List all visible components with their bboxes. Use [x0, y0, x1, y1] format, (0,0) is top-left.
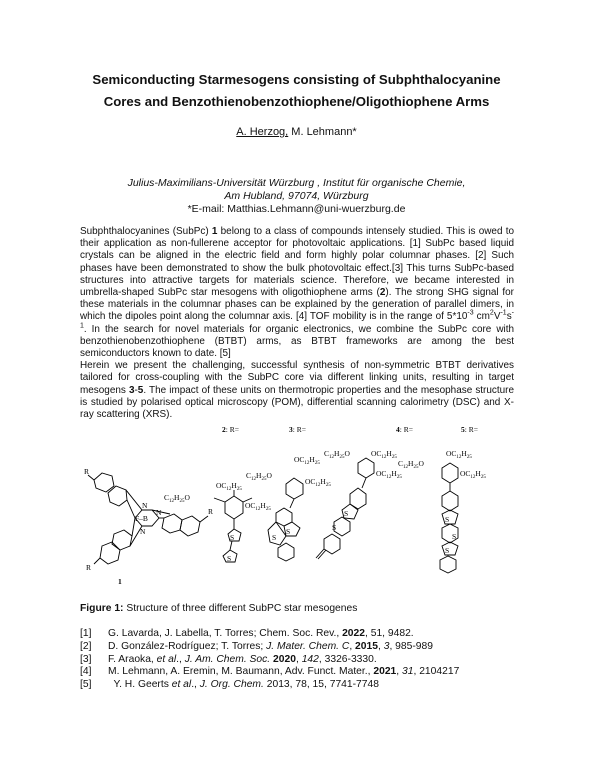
paper-title	[40, 69, 553, 112]
t: H	[174, 493, 180, 502]
t: 25	[391, 455, 397, 460]
authors	[0, 126, 593, 138]
t: OC	[376, 469, 387, 478]
title-line-2: Cores and Benzothienobenzothiophene/Oligothiophene Arms	[103, 93, 490, 109]
reference-fragment: .,	[176, 653, 185, 665]
reference-number: [5]	[80, 679, 92, 691]
label-s: S	[452, 532, 457, 541]
label-s: S	[227, 554, 232, 563]
text: ). The strong SHG signal for these materials in the columnar phases can be explained by the generation of parallel dimers, in which the dipoles point along the columnar axis. [4] TOF mobility is in the range of 5*10	[80, 287, 514, 323]
label-r: R	[84, 467, 90, 476]
reference-item	[80, 679, 530, 692]
label-number: 3	[289, 425, 293, 434]
reference-fragment: ,	[295, 653, 302, 665]
caption-text: Structure of three different SubPC star mesogenes	[123, 603, 358, 614]
t: 25	[466, 455, 472, 460]
t: O	[418, 459, 424, 468]
chain-label	[216, 481, 242, 492]
label-s: S	[445, 546, 450, 555]
t: 12	[470, 475, 476, 480]
t: O	[184, 493, 190, 502]
t: OC	[216, 481, 227, 490]
t: 12	[226, 487, 232, 492]
t: 12	[386, 475, 392, 480]
reference-fragment: J. Mater. Chem. C	[266, 640, 350, 652]
text: Herein we present the challenging, successful synthesis of non-symmetric BTBT derivatives tailored for cross-coupling with the SubPC core via different linking units, resulting in target mesogens	[80, 360, 514, 396]
reference-item	[80, 628, 530, 641]
affiliation-line-1: Julius-Maximilians-Universität Würzburg , Institut für organische Chemie,	[127, 177, 466, 189]
figure-structures	[80, 418, 514, 596]
text: . The impact of these units on thermotropic properties and the mesophase structure is studied by polarised optical microscopy (POM), differential scanning calorimetry (DSC) and X-ray scattering (XRS).	[80, 384, 514, 421]
chain-label	[324, 449, 350, 460]
reference-fragment: .,	[191, 679, 200, 691]
t: H	[391, 469, 397, 478]
compound-number: 3	[128, 384, 135, 396]
t: 25	[265, 507, 271, 512]
label-s: S	[445, 515, 450, 524]
label-text: : R=	[225, 425, 239, 434]
t: 12	[169, 499, 175, 504]
reference-fragment: 3	[383, 640, 390, 652]
chain-label	[376, 469, 402, 480]
label-text: : R=	[292, 425, 306, 434]
reference-fragment: ,	[377, 640, 384, 652]
t: 25	[325, 483, 331, 488]
t: OC	[294, 455, 305, 464]
reference-list	[80, 628, 530, 692]
reference-number: [2]	[80, 640, 92, 652]
t: 25	[236, 487, 242, 492]
chain-label	[246, 471, 272, 482]
t: C	[246, 471, 252, 480]
t: 12	[329, 455, 335, 460]
label-s: S	[272, 533, 277, 542]
reference-text	[108, 654, 377, 667]
reference-item	[80, 666, 530, 679]
label-compound-3	[289, 425, 306, 434]
t: OC	[371, 449, 382, 458]
affiliation	[0, 177, 593, 203]
compound-number: 5	[137, 384, 144, 396]
label-number: 2	[222, 425, 226, 434]
reference-number: [4]	[80, 666, 92, 678]
t: H	[309, 455, 315, 464]
reference-fragment: 31	[402, 666, 414, 678]
email: *E-mail: Matthias.Lehmann@uni-wuerzburg.de	[187, 203, 406, 215]
t: C	[164, 493, 170, 502]
reference-text	[108, 641, 433, 654]
t: 25	[396, 475, 402, 480]
reference-fragment: et al	[156, 653, 177, 665]
label-n: N	[140, 527, 146, 536]
reference-item	[80, 654, 530, 667]
compound-number: 1	[211, 226, 218, 237]
chain-label	[460, 469, 486, 480]
t: H	[475, 469, 481, 478]
t: H	[256, 471, 262, 480]
reference-fragment: ,	[396, 666, 403, 678]
reference-text	[108, 666, 459, 679]
t: H	[408, 459, 414, 468]
label-text: : R=	[399, 425, 413, 434]
t: H	[334, 449, 340, 458]
chain-label	[245, 501, 271, 512]
t: H	[231, 481, 237, 490]
t: OC	[245, 501, 256, 510]
text: belong to a class of compounds intensely studied. This is owed to their application as non-fullerene acceptor for photovoltaic applications. [1] SubPc based liquid crystals can be aligned in the electric field and form highly polar columnar phases. [2] Such phases have been demonstrated to show the bulk photovoltaic effect.[3] This turns SubPc-based structures into attractive targets for materials science. Therefore, we became interested in umbrella-shaped SubPc star mesogens with oligothiophene arms (	[80, 226, 514, 299]
reference-fragment: 2015	[355, 640, 378, 652]
t: 25	[314, 461, 320, 466]
superscript: -1	[80, 310, 514, 330]
abstract-body	[80, 226, 514, 421]
reference-number: [3]	[80, 653, 92, 665]
figure-caption	[80, 603, 357, 614]
superscript: -3	[467, 310, 474, 318]
title-line-1: Semiconducting Starmesogens consisting of Subphthalocyanine	[92, 72, 501, 87]
t: 25	[179, 499, 185, 504]
reference-fragment: 2013, 78, 15, 7741-7748	[263, 679, 379, 691]
superscript: 2	[489, 310, 494, 318]
t: H	[386, 449, 392, 458]
reference-fragment: , 51, 9482.	[365, 628, 414, 639]
t: C	[398, 459, 404, 468]
label-compound-5	[461, 425, 478, 434]
t: H	[260, 501, 266, 510]
label-s: S	[286, 527, 291, 536]
t: 12	[315, 483, 321, 488]
chain-label	[371, 449, 397, 460]
reference-fragment: , 2104217	[413, 666, 460, 678]
reference-fragment: et al	[171, 679, 192, 691]
text: V	[493, 311, 501, 323]
t: 25	[413, 465, 419, 470]
t: 25	[261, 477, 267, 482]
reference-fragment: G. Lavarda, J. Labella, T. Torres; Chem. Soc. Rev.,	[108, 628, 343, 639]
label-s: S	[230, 533, 235, 542]
label-number: 5	[461, 425, 465, 434]
label-fb: F–B	[135, 514, 148, 523]
label-n: N	[156, 508, 162, 517]
t: C	[324, 449, 330, 458]
reference-fragment: Y. H. Geerts	[108, 679, 172, 691]
text: -	[134, 384, 138, 396]
chain-label	[446, 449, 472, 460]
reference-item	[80, 641, 530, 654]
chain-label	[398, 459, 424, 470]
paragraph-2	[80, 360, 514, 421]
text: . In the search for novel materials for organic electronics, we combine the SubPc core with benzothienobenzothiophene (BTBT) arms, as BTBT frameworks are among the best semiconductors known to date. [5]	[80, 323, 514, 360]
label-s: S	[344, 509, 349, 518]
reference-fragment: 2022	[342, 628, 365, 639]
label-s: S	[332, 523, 337, 532]
label-compound-4	[396, 425, 413, 434]
chain-label	[294, 455, 320, 466]
arm-3-structure	[265, 478, 303, 561]
reference-fragment: ,	[349, 640, 356, 652]
text: s	[506, 311, 512, 323]
reference-fragment: J. Org. Chem.	[199, 679, 264, 691]
compound-number: 2	[379, 287, 386, 299]
reference-number: [1]	[80, 628, 92, 639]
t: OC	[460, 469, 471, 478]
reference-fragment: , 3326-3330.	[318, 653, 377, 665]
t: H	[320, 477, 326, 486]
reference-fragment: 2020	[273, 653, 296, 665]
reference-fragment: J. Am. Chem. Soc.	[184, 653, 271, 665]
affiliation-line-2: Am Hubland, 97074, Würzburg	[224, 190, 369, 202]
paragraph-1	[80, 226, 514, 360]
reference-text	[108, 628, 414, 641]
caption-label: Figure 1:	[80, 603, 124, 614]
t: 12	[381, 455, 387, 460]
subpc-core-structure	[88, 473, 208, 564]
reference-fragment: 2021	[373, 666, 397, 678]
t: 12	[403, 465, 409, 470]
t: 12	[251, 477, 257, 482]
t: OC	[305, 477, 316, 486]
reference-fragment: M. Lehmann, A. Eremin, M. Baumann, Adv. Funct. Mater.,	[108, 666, 374, 678]
t: 12	[255, 507, 261, 512]
t: O	[266, 471, 272, 480]
t: 12	[456, 455, 462, 460]
label-r: R	[86, 563, 92, 572]
t: 12	[304, 461, 310, 466]
text: cm	[473, 311, 490, 323]
reference-fragment: F. Araoka,	[108, 653, 157, 665]
label-compound-2	[222, 425, 239, 434]
label-core-1: 1	[118, 577, 122, 586]
label-r: R	[208, 507, 214, 516]
chain-label	[305, 477, 331, 488]
label-n: N	[142, 501, 148, 510]
label-number: 4	[396, 425, 400, 434]
t: 25	[339, 455, 345, 460]
text: Subphthalocyanines (SubPc)	[80, 226, 212, 237]
label-text: : R=	[464, 425, 478, 434]
t: H	[461, 449, 467, 458]
reference-text	[108, 679, 379, 692]
reference-fragment: D. González-Rodríguez; T. Torres;	[108, 640, 267, 652]
t: OC	[446, 449, 457, 458]
author-presenting: A. Herzog,	[236, 126, 289, 138]
superscript: -1	[500, 310, 507, 318]
t: O	[344, 449, 350, 458]
reference-fragment: 142	[301, 653, 319, 665]
t: 25	[480, 475, 486, 480]
author-rest: M. Lehmann*	[288, 126, 357, 138]
chain-label	[164, 493, 190, 504]
reference-fragment: , 985-989	[389, 640, 433, 652]
